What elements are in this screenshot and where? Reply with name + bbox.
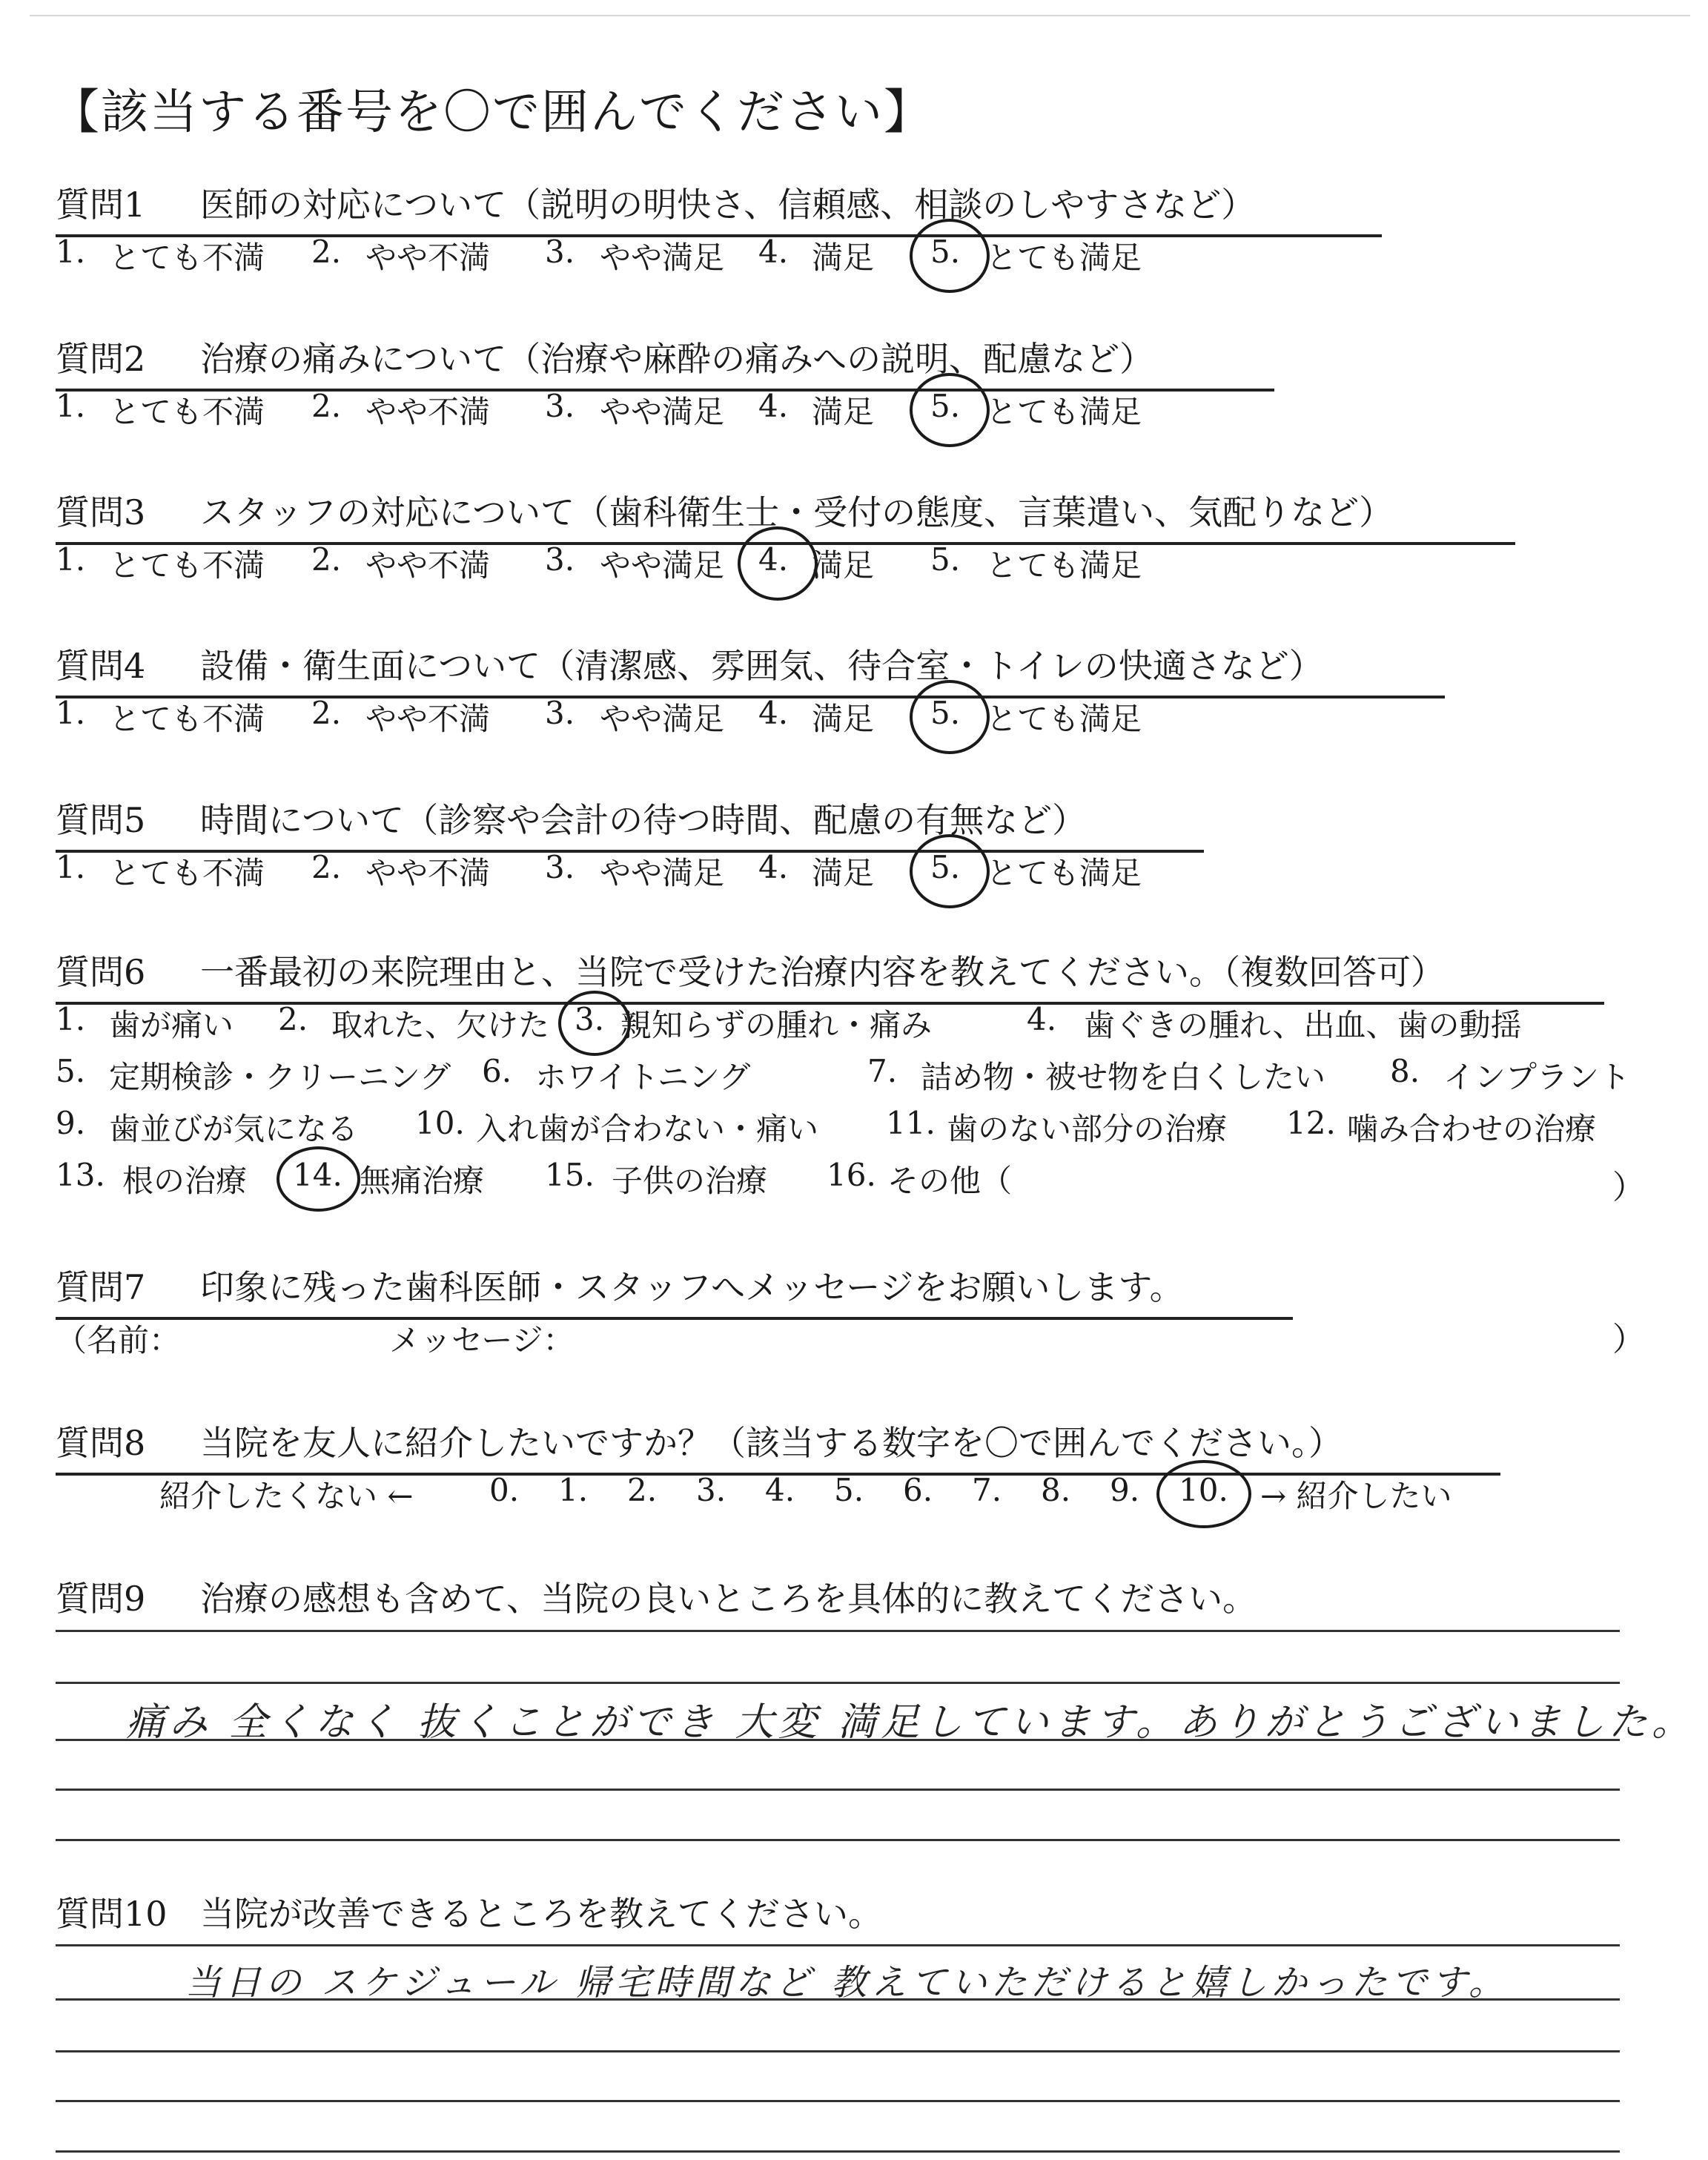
option-number[interactable]: 15.	[545, 1157, 595, 1193]
option-label[interactable]: とても不満	[109, 394, 265, 430]
option-label[interactable]: 詰め物・被せ物を白くしたい	[921, 1059, 1326, 1095]
question-2	[56, 332, 1274, 392]
option-label[interactable]: やや不満	[365, 547, 491, 584]
option-label[interactable]: やや満足	[600, 240, 725, 276]
answer-line	[56, 1998, 1620, 2001]
option-number[interactable]: 13.	[56, 1157, 105, 1193]
option-label[interactable]: 満足	[812, 547, 875, 584]
option-number[interactable]: 1.	[56, 1001, 86, 1037]
question-7-heading	[56, 1261, 1293, 1320]
option-label[interactable]: とても満足	[986, 547, 1142, 584]
question-text: 印象に残った歯科医師・スタッフへメッセージをお願いします。	[200, 1267, 1184, 1307]
question-text: 当院が改善できるところを教えてください。	[200, 1894, 882, 1934]
handwritten-answer-q10: 当日の スケジュール 帰宅時間など 教えていただけると嬉しかったです。	[185, 1962, 1509, 2004]
option-label[interactable]: 歯ぐきの腫れ、出血、歯の動揺	[1084, 1007, 1522, 1043]
option-number[interactable]: 10.	[415, 1105, 465, 1141]
page-title: 【該当する番号を〇で囲んでください】	[52, 85, 933, 140]
question-number: 質問9	[56, 1579, 146, 1619]
option-number[interactable]: 2.	[311, 388, 342, 424]
scale-number[interactable]: 6.	[903, 1472, 933, 1508]
option-number[interactable]: 5.	[930, 695, 961, 731]
option-label[interactable]: やや満足	[600, 701, 725, 737]
question-text: 当院を友人に紹介したいですか？（該当する数字を〇で囲んでください。）	[200, 1423, 1343, 1463]
scale-number[interactable]: 4.	[765, 1472, 795, 1508]
option-number[interactable]: 1.	[56, 695, 86, 731]
question-5-heading	[56, 793, 1204, 853]
option-label[interactable]: やや満足	[600, 855, 725, 891]
question-3-heading	[56, 486, 1515, 545]
question-number: 質問2	[56, 339, 146, 379]
name-label: （名前：	[56, 1322, 181, 1358]
option-number[interactable]: 7.	[867, 1053, 898, 1089]
option-label[interactable]: とても不満	[109, 547, 265, 584]
question-10	[56, 1887, 882, 1936]
option-label[interactable]: 定期検診・クリーニング	[109, 1059, 451, 1095]
question-text: 時間について（診察や会計の待つ時間、配慮の有無など）	[200, 800, 1087, 840]
question-number: 質問4	[56, 646, 146, 686]
option-number[interactable]: 16.	[827, 1157, 876, 1193]
option-label[interactable]: 噛み合わせの治療	[1347, 1111, 1597, 1147]
option-number[interactable]: 4.	[758, 541, 789, 578]
option-label[interactable]: とても不満	[109, 701, 265, 737]
question-text: 一番最初の来院理由と、当院で受けた治療内容を教えてください。（複数回答可）	[200, 952, 1445, 992]
answer-line	[56, 2150, 1620, 2153]
option-number[interactable]: 3.	[545, 234, 575, 270]
question-4-heading	[56, 639, 1445, 698]
option-number[interactable]: 4.	[758, 234, 789, 270]
option-number[interactable]: 1.	[56, 234, 86, 270]
handwritten-answer-q9: 痛み 全くなく 抜くことができ 大変 満足しています。ありがとうございました。	[126, 1700, 1695, 1745]
option-label[interactable]: とても満足	[986, 240, 1142, 276]
answer-line	[56, 1739, 1620, 1741]
question-text: 医師の対応について（説明の明快さ、信頼感、相談のしやすさなど）	[200, 185, 1256, 225]
option-number[interactable]: 11.	[886, 1105, 936, 1141]
option-number[interactable]: 4.	[758, 388, 789, 424]
question-number: 質問1	[56, 185, 146, 225]
question-number: 質問8	[56, 1423, 146, 1463]
option-number[interactable]: 3.	[575, 1001, 605, 1037]
answer-line	[56, 1944, 1620, 1946]
answer-line	[56, 1682, 1620, 1684]
option-number[interactable]: 3.	[545, 695, 575, 731]
option-label[interactable]: 歯が痛い	[109, 1007, 234, 1043]
option-label[interactable]: 入れ歯が合わない・痛い	[476, 1111, 819, 1147]
option-label[interactable]: 親知らずの腫れ・痛み	[620, 1007, 933, 1043]
question-7	[56, 1261, 1293, 1320]
question-text: 治療の痛みについて（治療や麻酔の痛みへの説明、配慮など）	[200, 339, 1154, 379]
question-text: スタッフの対応について（歯科衛生士・受付の態度、言葉遣い、気配りなど）	[200, 492, 1394, 532]
option-number[interactable]: 5.	[930, 541, 961, 578]
scale-right-label: → 紹介したい	[1260, 1478, 1452, 1514]
option-label[interactable]: 満足	[812, 240, 875, 276]
scale-number[interactable]: 3.	[696, 1472, 726, 1508]
option-number[interactable]: 2.	[311, 541, 342, 578]
option-label[interactable]: とても満足	[986, 701, 1142, 737]
option-number[interactable]: 9.	[56, 1105, 86, 1141]
answer-line	[56, 2100, 1620, 2102]
option-number[interactable]: 2.	[278, 1001, 308, 1037]
question-text: 治療の感想も含めて、当院の良いところを具体的に教えてください。	[200, 1579, 1257, 1619]
option-number[interactable]: 5.	[56, 1053, 86, 1089]
option-number[interactable]: 12.	[1286, 1105, 1336, 1141]
scale-number[interactable]: 9.	[1110, 1472, 1140, 1508]
scale-number[interactable]: 7.	[972, 1472, 1002, 1508]
option-number[interactable]: 3.	[545, 388, 575, 424]
option-label[interactable]: やや不満	[365, 394, 491, 430]
question-9	[56, 1572, 1257, 1621]
question-6-heading	[56, 945, 1604, 1005]
option-number[interactable]: 14.	[293, 1157, 342, 1193]
question-6	[56, 945, 1604, 1005]
option-number[interactable]: 6.	[482, 1053, 512, 1089]
option-label[interactable]: 歯のない部分の治療	[947, 1111, 1228, 1147]
question-number: 質問6	[56, 952, 146, 992]
question-4	[56, 639, 1445, 698]
option-label[interactable]: 子供の治療	[612, 1163, 768, 1199]
option-number[interactable]: 5.	[930, 388, 961, 424]
option-number[interactable]: 5.	[930, 849, 961, 885]
q7-close-paren: ）	[1612, 1321, 1645, 1358]
answer-line	[56, 2050, 1620, 2052]
option-number[interactable]: 1.	[56, 541, 86, 578]
question-1-heading	[56, 178, 1382, 237]
option-label[interactable]: 取れた、欠けた	[331, 1007, 550, 1043]
question-number: 質問5	[56, 800, 146, 840]
scale-number[interactable]: 8.	[1041, 1472, 1071, 1508]
question-8-heading	[56, 1416, 1500, 1476]
option-number[interactable]: 3.	[545, 541, 575, 578]
question-1	[56, 178, 1382, 237]
message-label: メッセージ：	[389, 1322, 575, 1358]
option-label[interactable]: ホワイトニング	[535, 1059, 751, 1095]
option-number[interactable]: 1.	[56, 849, 86, 885]
option-label[interactable]: やや不満	[365, 240, 491, 276]
scale-number[interactable]: 5.	[834, 1472, 864, 1508]
option-label[interactable]: とても満足	[986, 855, 1142, 891]
option-label[interactable]: やや満足	[600, 547, 725, 584]
option-number[interactable]: 4.	[758, 695, 789, 731]
question-8	[56, 1416, 1500, 1476]
option-number[interactable]: 5.	[930, 234, 961, 270]
option-label[interactable]: とても満足	[986, 394, 1142, 430]
q6-close-paren: ）	[1612, 1169, 1645, 1206]
answer-line	[56, 1630, 1620, 1632]
option-label[interactable]: 満足	[812, 701, 875, 737]
option-label[interactable]: 満足	[812, 394, 875, 430]
option-label[interactable]: やや不満	[365, 701, 491, 737]
question-3	[56, 486, 1515, 545]
question-number: 質問3	[56, 492, 146, 532]
question-5	[56, 793, 1204, 853]
option-number[interactable]: 4.	[758, 849, 789, 885]
option-label[interactable]: 歯並びが気になる	[109, 1111, 359, 1147]
option-label[interactable]: とても不満	[109, 855, 265, 891]
top-border	[30, 15, 1690, 16]
option-label[interactable]: やや満足	[600, 394, 725, 430]
question-number: 質問10	[56, 1894, 168, 1934]
scale-left-label: 紹介したくない ←	[159, 1478, 414, 1514]
scale-number[interactable]: 0.	[489, 1472, 520, 1508]
scale-number[interactable]: 10.	[1179, 1472, 1228, 1508]
option-label[interactable]: 無痛治療	[360, 1163, 485, 1199]
question-number: 質問7	[56, 1267, 146, 1307]
option-label[interactable]: とても不満	[109, 240, 265, 276]
option-number[interactable]: 2.	[311, 849, 342, 885]
option-number[interactable]: 2.	[311, 695, 342, 731]
option-number[interactable]: 2.	[311, 234, 342, 270]
option-number[interactable]: 3.	[545, 849, 575, 885]
option-label[interactable]: その他（	[887, 1163, 1013, 1199]
option-number[interactable]: 1.	[56, 388, 86, 424]
question-text: 設備・衛生面について（清潔感、雰囲気、待合室・トイレの快適さなど）	[200, 646, 1323, 686]
option-label[interactable]: 根の治療	[122, 1163, 248, 1199]
option-label[interactable]: インプラント	[1443, 1059, 1631, 1095]
question-2-heading	[56, 332, 1274, 392]
scale-number[interactable]: 2.	[627, 1472, 658, 1508]
option-label[interactable]: やや不満	[365, 855, 491, 891]
scale-number[interactable]: 1.	[558, 1472, 589, 1508]
answer-line	[56, 1789, 1620, 1791]
option-number[interactable]: 8.	[1390, 1053, 1420, 1089]
option-label[interactable]: 満足	[812, 855, 875, 891]
option-number[interactable]: 4.	[1027, 1001, 1057, 1037]
answer-line	[56, 1839, 1620, 1841]
